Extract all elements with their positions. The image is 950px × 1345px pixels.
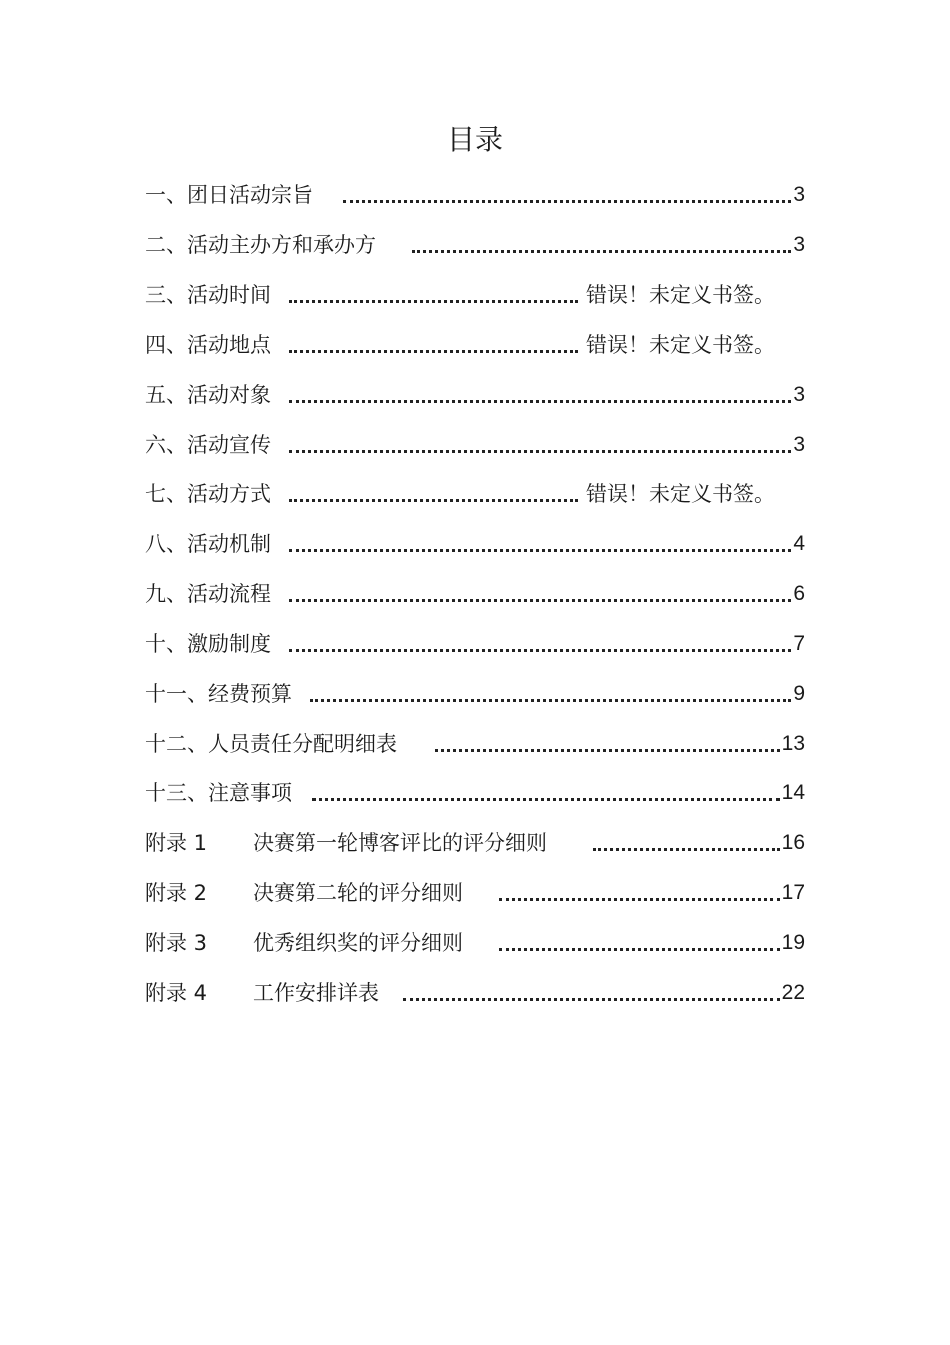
toc-entry[interactable]	[145, 723, 805, 759]
toc-dot-leader	[289, 380, 791, 410]
toc-dot-leader	[412, 230, 791, 260]
appendix-title: 决赛第一轮博客评比的评分细则	[253, 831, 547, 855]
toc-entry-label: 一、团日活动宗旨	[145, 183, 313, 207]
toc-page-number: 6	[793, 582, 805, 605]
toc-page-number: 3	[793, 433, 805, 456]
toc-dot-leader	[289, 629, 791, 659]
toc-entry-label	[145, 928, 463, 958]
toc-dot-leader	[343, 180, 791, 210]
toc-title: 目录	[446, 123, 503, 156]
toc-entry[interactable]	[145, 623, 805, 659]
toc-entry-label: 七、活动方式	[145, 482, 271, 506]
toc-page-number: 3	[793, 383, 805, 406]
toc-dot-leader	[289, 479, 578, 509]
appendix-prefix: 附录 1	[145, 831, 208, 855]
toc-entry-label: 二、活动主办方和承办方	[145, 233, 376, 257]
toc-entry-label: 十二、人员责任分配明细表	[145, 732, 397, 756]
toc-entry-label: 九、活动流程	[145, 582, 271, 606]
toc-dot-leader	[289, 579, 791, 609]
toc-entry[interactable]	[145, 822, 805, 858]
toc-entry[interactable]	[145, 274, 775, 310]
toc-entry[interactable]	[145, 224, 805, 260]
toc-page-number: 错误！未定义书签。	[586, 482, 775, 506]
toc-entry[interactable]	[145, 573, 805, 609]
toc-entry[interactable]	[145, 374, 805, 410]
toc-entry[interactable]	[145, 772, 805, 808]
appendix-prefix: 附录 4	[145, 981, 208, 1005]
toc-page-number: 16	[781, 831, 805, 854]
toc-page-number: 9	[793, 682, 805, 705]
toc-dot-leader	[289, 529, 791, 559]
toc-page-number: 13	[781, 732, 805, 755]
toc-dot-leader	[593, 828, 780, 858]
toc-page-number: 错误！未定义书签。	[586, 333, 775, 357]
toc-page-number: 3	[793, 233, 805, 256]
toc-dot-leader	[499, 878, 780, 908]
toc-entry[interactable]	[145, 972, 805, 1008]
toc-entry-label	[145, 878, 463, 908]
toc-entry-label: 十三、注意事项	[145, 781, 292, 805]
appendix-prefix: 附录 2	[145, 881, 208, 905]
toc-dot-leader	[499, 928, 780, 958]
toc-dot-leader	[289, 430, 791, 460]
toc-page-number: 3	[793, 183, 805, 206]
toc-entry-label: 十一、经费预算	[145, 682, 292, 706]
appendix-title: 工作安排详表	[253, 981, 379, 1005]
toc-entry-label: 八、活动机制	[145, 532, 271, 556]
toc-entry[interactable]	[145, 523, 805, 559]
toc-page-number: 4	[793, 532, 805, 555]
toc-dot-leader	[289, 280, 578, 310]
toc-dot-leader	[310, 679, 791, 709]
toc-entry-label: 四、活动地点	[145, 333, 271, 357]
toc-dot-leader	[435, 729, 780, 759]
toc-entry-label: 六、活动宣传	[145, 433, 271, 457]
appendix-title: 决赛第二轮的评分细则	[253, 881, 463, 905]
toc-entry-label: 三、活动时间	[145, 283, 271, 307]
toc-entry[interactable]	[145, 424, 805, 460]
toc-page-number: 22	[781, 981, 805, 1004]
toc-page-number: 17	[781, 881, 805, 904]
toc-entry[interactable]	[145, 473, 775, 509]
toc-entry[interactable]	[145, 922, 805, 958]
toc-entry-label	[145, 978, 379, 1008]
toc-entry[interactable]	[145, 174, 805, 210]
toc-entry-label: 五、活动对象	[145, 383, 271, 407]
toc-page-number: 14	[781, 781, 805, 804]
toc-page-number: 错误！未定义书签。	[586, 283, 775, 307]
toc-dot-leader	[289, 330, 578, 360]
toc-entry[interactable]	[145, 324, 775, 360]
toc-page-number: 7	[793, 632, 805, 655]
toc-entry[interactable]	[145, 872, 805, 908]
toc-dot-leader	[403, 978, 780, 1008]
toc-dot-leader	[312, 778, 780, 808]
toc-entry-label: 十、激励制度	[145, 632, 271, 656]
appendix-title: 优秀组织奖的评分细则	[253, 931, 463, 955]
toc-page-number: 19	[781, 931, 805, 954]
appendix-prefix: 附录 3	[145, 931, 208, 955]
toc-entry[interactable]	[145, 673, 805, 709]
toc-entry-label	[145, 828, 547, 858]
